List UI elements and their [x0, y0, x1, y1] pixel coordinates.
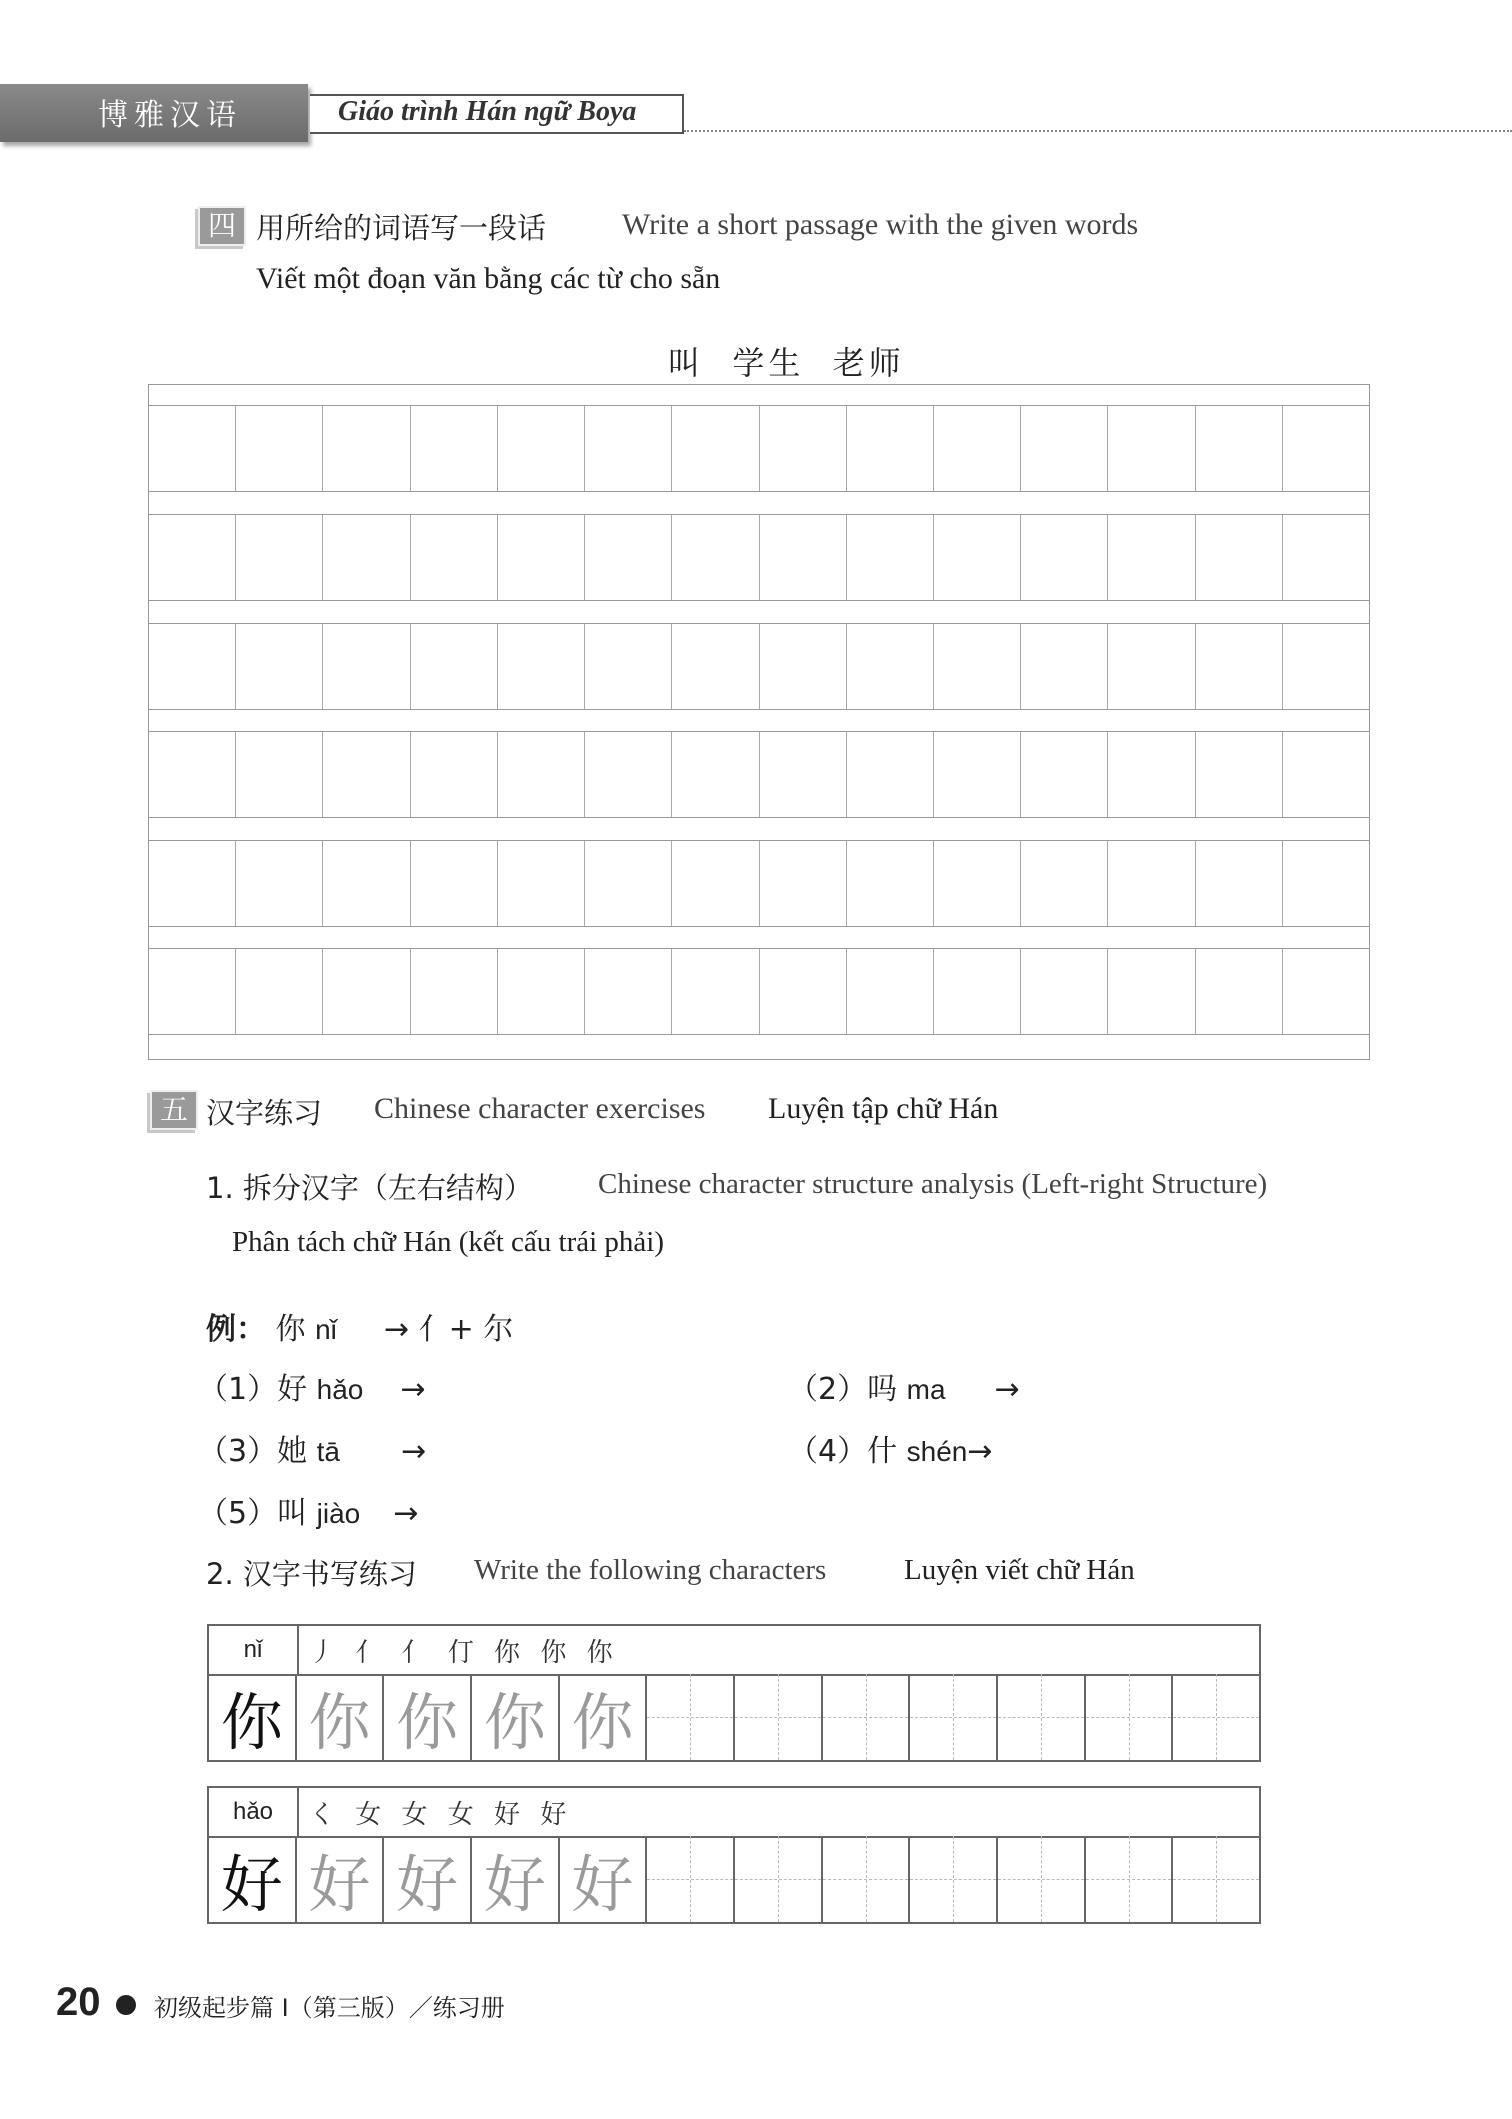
- example-label: 例：: [206, 1312, 266, 1347]
- section-4-badge: 四: [198, 206, 246, 246]
- trace-char[interactable]: 好: [558, 1836, 646, 1922]
- section-4-title-en: Write a short passage with the given words: [622, 208, 1139, 241]
- item-arrow: →: [401, 1434, 427, 1469]
- blank-cell[interactable]: [645, 1674, 733, 1760]
- item-pinyin: ma: [906, 1374, 946, 1405]
- blank-cell[interactable]: [996, 1836, 1084, 1922]
- item-char: 什: [867, 1434, 898, 1469]
- section-5-title-cn: 汉字练习: [206, 1096, 323, 1130]
- item-pinyin: tā: [316, 1436, 340, 1467]
- given-words: 叫 学生 老师: [668, 344, 905, 382]
- item-arrow: →: [967, 1434, 993, 1469]
- blank-cell[interactable]: [821, 1674, 909, 1760]
- practice-cells[interactable]: [209, 1674, 1259, 1760]
- exercise-item-4[interactable]: [788, 1426, 993, 1470]
- item-pinyin: shén: [906, 1436, 968, 1467]
- item-number: （5）: [198, 1496, 278, 1531]
- practice-table-hao[interactable]: [207, 1786, 1261, 1924]
- example-char: 你: [275, 1312, 306, 1347]
- item-char: 好: [277, 1372, 308, 1407]
- blank-cell[interactable]: [996, 1674, 1084, 1760]
- blank-cell[interactable]: [908, 1836, 996, 1922]
- item-arrow: →: [400, 1372, 426, 1407]
- blank-cell[interactable]: [1084, 1836, 1172, 1922]
- example-result: 亻+ 尔: [418, 1312, 514, 1347]
- trace-char[interactable]: 你: [382, 1674, 470, 1760]
- practice-header: [209, 1788, 1259, 1838]
- blank-cell[interactable]: [1084, 1674, 1172, 1760]
- writing-grid[interactable]: [148, 384, 1370, 1060]
- trace-char[interactable]: 好: [470, 1836, 558, 1922]
- practice-cells[interactable]: [209, 1836, 1259, 1922]
- blank-cell[interactable]: [908, 1674, 996, 1760]
- section-5-title-vi: Luyện tập chữ Hán: [768, 1092, 999, 1125]
- stroke-order: 丿 亻 亻 仃 你 你 你: [309, 1638, 619, 1668]
- blank-cell[interactable]: [645, 1836, 733, 1922]
- exercise-item-3[interactable]: [198, 1426, 426, 1470]
- blank-cell[interactable]: [1171, 1836, 1259, 1922]
- series-title-cn: 博雅汉语: [98, 98, 242, 133]
- item-char: 叫: [277, 1496, 308, 1531]
- trace-char[interactable]: 好: [295, 1836, 383, 1922]
- section-5-badge: 五: [150, 1090, 198, 1130]
- model-char: 你: [220, 1685, 283, 1759]
- item-arrow: →: [994, 1372, 1020, 1407]
- part-1-title-vi: Phân tách chữ Hán (kết cấu trái phải): [232, 1226, 665, 1258]
- grid-row[interactable]: [149, 623, 1369, 710]
- item-pinyin: hǎo: [316, 1374, 364, 1405]
- example-row: [206, 1304, 513, 1348]
- header-dotted-rule: [684, 130, 1512, 132]
- page-number: 20: [56, 1980, 101, 2024]
- section-5-title-en: Chinese character exercises: [374, 1092, 706, 1125]
- stroke-order: く 女 女 女 好 好: [309, 1800, 573, 1830]
- exercise-item-1[interactable]: [198, 1364, 426, 1408]
- exercise-item-5[interactable]: [198, 1488, 418, 1532]
- practice-table-ni[interactable]: [207, 1624, 1261, 1762]
- series-title-vi: Giáo trình Hán ngữ Boya: [338, 96, 637, 127]
- grid-row[interactable]: [149, 840, 1369, 927]
- item-number: （4）: [788, 1434, 868, 1469]
- blank-cell[interactable]: [1171, 1674, 1259, 1760]
- trace-char[interactable]: 你: [295, 1674, 383, 1760]
- trace-char[interactable]: 你: [558, 1674, 646, 1760]
- blank-cell[interactable]: [821, 1836, 909, 1922]
- item-number: （2）: [788, 1372, 868, 1407]
- footer-bullet: [116, 1995, 136, 2015]
- item-char: 吗: [867, 1372, 898, 1407]
- item-arrow: →: [393, 1496, 419, 1531]
- trace-char[interactable]: 你: [470, 1674, 558, 1760]
- practice-pinyin: nǐ: [209, 1626, 299, 1674]
- example-pinyin: nǐ: [315, 1314, 337, 1345]
- example-arrow: →: [383, 1312, 410, 1347]
- grid-row[interactable]: [149, 948, 1369, 1035]
- section-4-title-cn: 用所给的词语写一段话: [256, 211, 547, 245]
- part-1-title-en: Chinese character structure analysis (Left-right Structure): [598, 1168, 1268, 1200]
- part-2-title-vi: Luyện viết chữ Hán: [904, 1554, 1135, 1586]
- exercise-item-2[interactable]: [788, 1364, 1020, 1408]
- grid-row[interactable]: [149, 514, 1369, 601]
- grid-row[interactable]: [149, 405, 1369, 492]
- grid-row[interactable]: [149, 731, 1369, 818]
- blank-cell[interactable]: [733, 1674, 821, 1760]
- part-1-title-cn: 1. 拆分汉字（左右结构）: [206, 1171, 533, 1205]
- section-4-title-vi: Viết một đoạn văn bằng các từ cho sẵn: [256, 262, 721, 295]
- item-number: （1）: [198, 1372, 278, 1407]
- model-char: 好: [220, 1847, 283, 1921]
- part-2-title-cn: 2. 汉字书写练习: [206, 1557, 417, 1591]
- item-pinyin: jiào: [316, 1498, 361, 1529]
- item-char: 她: [277, 1434, 308, 1469]
- book-title: 初级起步篇 I（第三版）／练习册: [154, 1994, 505, 2022]
- trace-char[interactable]: 好: [382, 1836, 470, 1922]
- practice-header: [209, 1626, 1259, 1676]
- part-2-title-en: Write the following characters: [474, 1554, 827, 1586]
- item-number: （3）: [198, 1434, 278, 1469]
- practice-pinyin: hǎo: [209, 1788, 299, 1836]
- blank-cell[interactable]: [733, 1836, 821, 1922]
